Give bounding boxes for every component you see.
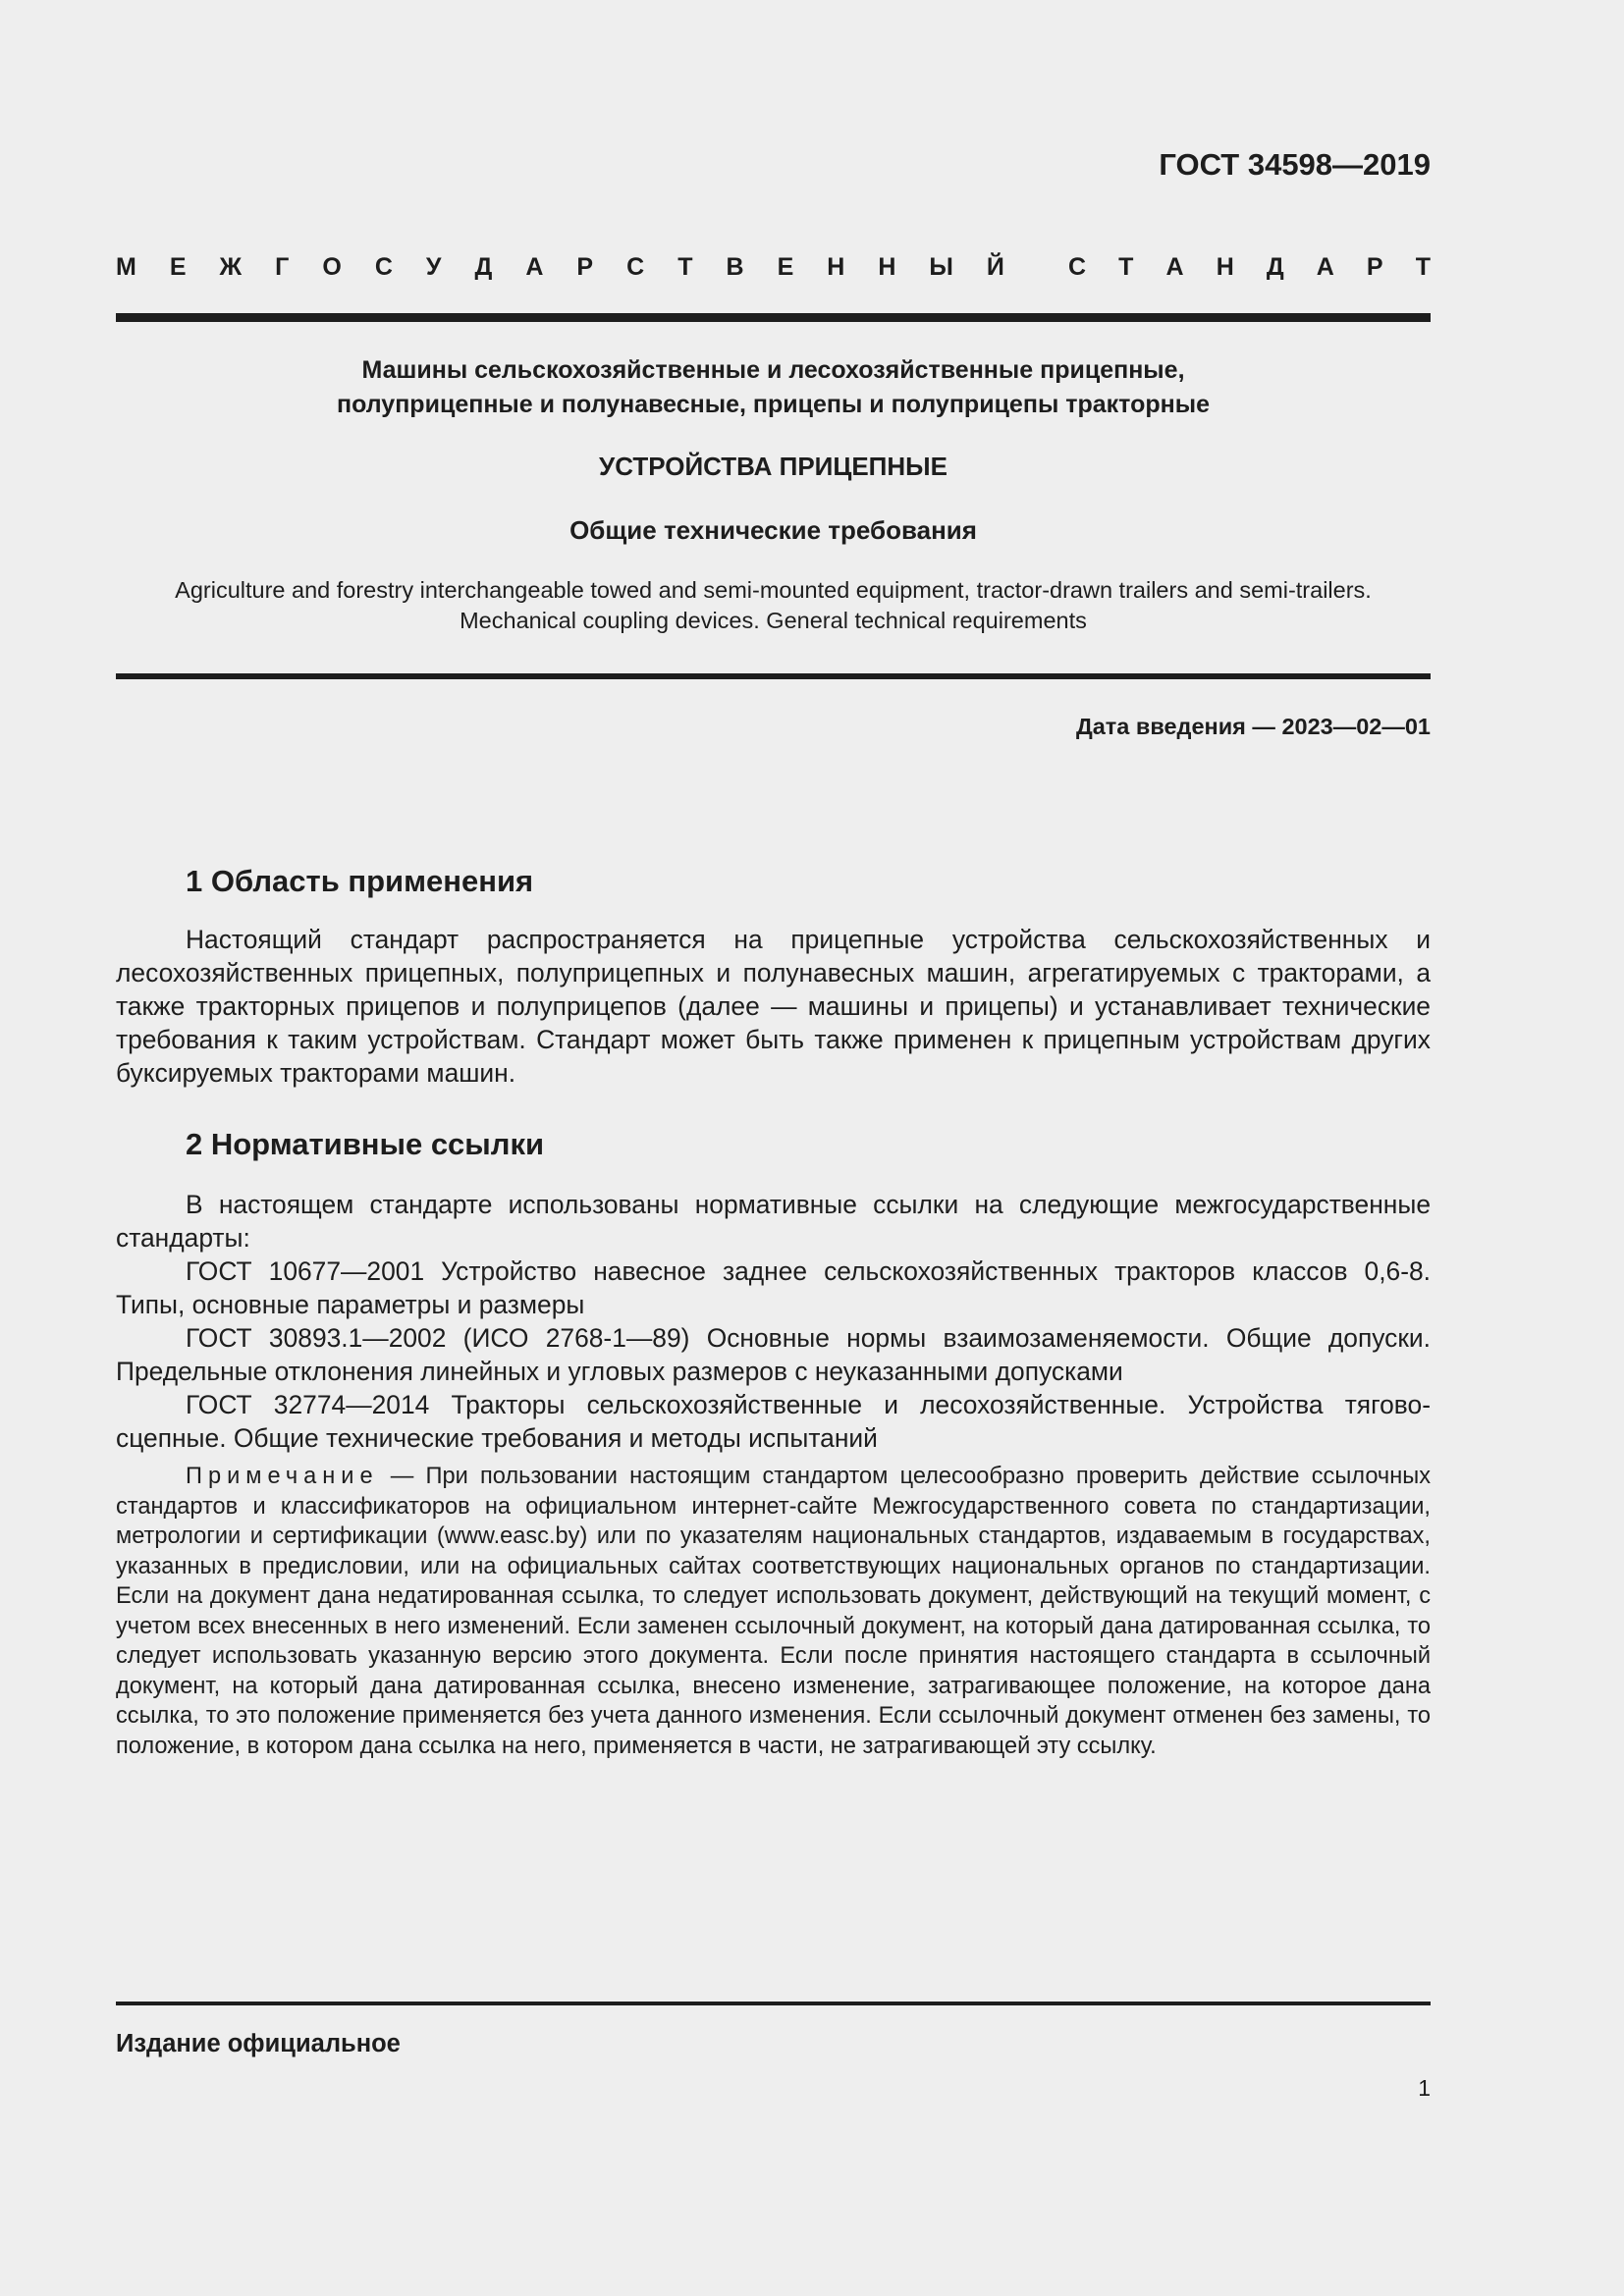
reference-item: ГОСТ 30893.1—2002 (ИСО 2768-1—89) Основные нормы взаимозаменяемости. Общие допуски. Предельные отклонения линейных и угловых размеров с неуказанными допусками bbox=[116, 1323, 1431, 1386]
page-number: 1 bbox=[1418, 2075, 1431, 2101]
banner-letter: Р bbox=[1366, 253, 1383, 281]
document-number: ГОСТ 34598—2019 bbox=[1159, 147, 1431, 182]
banner-word-standard bbox=[1068, 253, 1431, 282]
banner-letter: Е bbox=[777, 253, 794, 281]
banner-letter: С bbox=[1068, 253, 1087, 281]
banner-letter: Н bbox=[878, 253, 896, 281]
banner-letter: Н bbox=[1216, 253, 1234, 281]
document-title bbox=[116, 353, 1431, 422]
banner-letter: А bbox=[1316, 253, 1334, 281]
banner-letter: М bbox=[116, 253, 136, 281]
banner-letter: В bbox=[726, 253, 744, 281]
reference-item: ГОСТ 32774—2014 Тракторы сельскохозяйственные и лесохозяйственные. Устройства тягово-сцепные. Общие технические требования и методы испытаний bbox=[116, 1390, 1431, 1453]
title-subtitle: Общие технические требования bbox=[569, 515, 977, 545]
top-divider bbox=[116, 313, 1431, 322]
banner-letter: О bbox=[322, 253, 342, 281]
title-caps: УСТРОЙСТВА ПРИЦЕПНЫЕ bbox=[599, 452, 947, 481]
english-title bbox=[116, 575, 1431, 636]
references-intro: В настоящем стандарте использованы нормативные ссылки на следующие межгосударственные стандарты: bbox=[116, 1190, 1431, 1253]
banner-letter: Т bbox=[677, 253, 693, 281]
section-2-text bbox=[116, 1188, 1431, 1455]
footer-divider bbox=[116, 2002, 1431, 2005]
banner-letter: А bbox=[1165, 253, 1184, 281]
standard-banner bbox=[116, 253, 1431, 282]
banner-letter: Ж bbox=[219, 253, 243, 281]
middle-divider bbox=[116, 673, 1431, 679]
banner-letter: А bbox=[525, 253, 544, 281]
title-line-2: полуприцепные и полунавесные, прицепы и полуприцепы тракторные bbox=[337, 391, 1210, 418]
banner-letter: Г bbox=[275, 253, 290, 281]
note-text: — При пользовании настоящим стандартом целесообразно проверить действие ссылочных стандартов и классификаторов на официальном интернет-сайте Межгосударственного совета по стандартизации, метрологии и сертификации (www.easc.by) или по указателям национальных стандартов, издаваемым в государствах, указанных в предисловии, или на официальных сайтах соответствующих национальных органов по стандартизации. Если на документ дана недатированная ссылка, то следует использовать документ, действующий на текущий момент, с учетом всех внесенных в него изменений. Если заменен ссылочный документ, на который дана датированная ссылка, то следует использовать указанную версию этого документа. Если после принятия настоящего стандарта в ссылочный документ, на который дана датированная ссылка, внесено изменение, затрагивающее положение, на которое дана ссылка, то это положение применяется без учета данного изменения. Если ссылочный документ отменен без замены, то положение, в котором дана ссылка на него, применяется в части, не затрагивающей эту ссылку. bbox=[116, 1464, 1431, 1759]
section-2-heading: 2 Нормативные ссылки bbox=[186, 1127, 545, 1161]
scope-paragraph: Настоящий стандарт распространяется на прицепные устройства сельскохозяйственных и лесохозяйственных прицепных, полуприцепных и полунавесных машин, агрегатируемых с тракторами, а также тракторных прицепов и полуприцепов (далее — машины и прицепы) и устанавливает технические требования к таким устройствам. Стандарт может быть также применен к прицепным устройствам других буксируемых тракторами машин. bbox=[116, 925, 1431, 1088]
banner-letter: Н bbox=[827, 253, 845, 281]
reference-item: ГОСТ 10677—2001 Устройство навесное заднее сельскохозяйственных тракторов классов 0,6-8. Типы, основные параметры и размеры bbox=[116, 1256, 1431, 1319]
section-1-text bbox=[116, 923, 1431, 1090]
banner-letter: У bbox=[425, 253, 442, 281]
banner-letter: Е bbox=[169, 253, 187, 281]
section-1-heading: 1 Область применения bbox=[186, 864, 534, 898]
english-title-line-1: Agriculture and forestry interchangeable towed and semi-mounted equipment, tractor-drawn trailers and semi-trailers. bbox=[175, 577, 1372, 603]
official-edition-label: Издание официальное bbox=[116, 2030, 401, 2057]
banner-letter: Т bbox=[1118, 253, 1134, 281]
banner-letter: Й bbox=[986, 253, 1004, 281]
banner-letter: С bbox=[374, 253, 393, 281]
banner-letter: Т bbox=[1415, 253, 1431, 281]
note-label: Примечание bbox=[186, 1464, 379, 1489]
references-note bbox=[116, 1462, 1431, 1761]
english-title-line-2: Mechanical coupling devices. General technical requirements bbox=[460, 608, 1087, 633]
banner-letter: С bbox=[626, 253, 645, 281]
banner-letter: Д bbox=[474, 253, 493, 281]
title-line-1: Машины сельскохозяйственные и лесохозяйственные прицепные, bbox=[361, 356, 1185, 384]
banner-word-interstate bbox=[116, 253, 1004, 282]
banner-letter: Д bbox=[1266, 253, 1284, 281]
banner-letter: Ы bbox=[929, 253, 953, 281]
banner-letter: Р bbox=[576, 253, 594, 281]
introduction-date: Дата введения — 2023—02—01 bbox=[1075, 714, 1431, 739]
